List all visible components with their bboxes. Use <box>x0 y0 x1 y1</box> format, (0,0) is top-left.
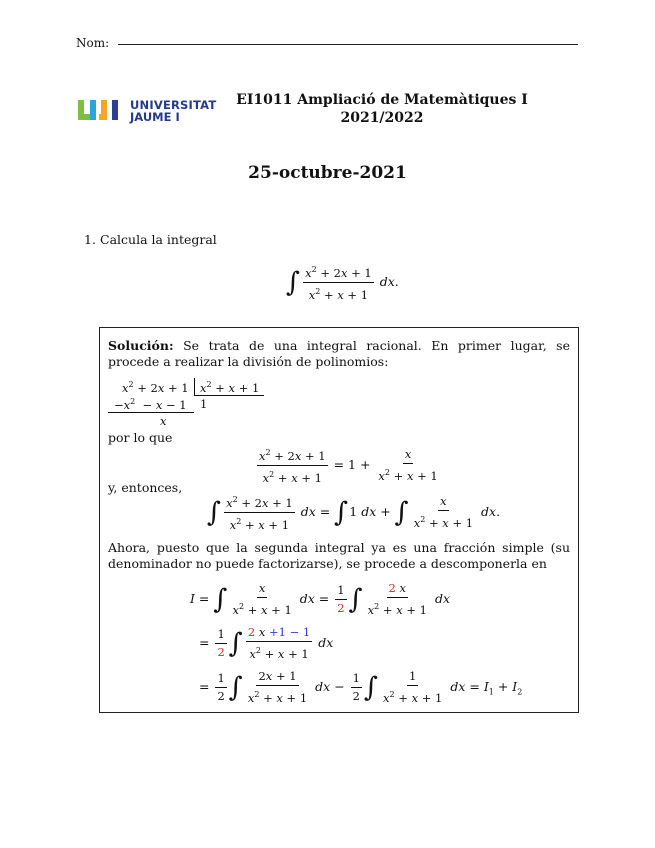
por-lo-que: por lo que <box>108 430 173 445</box>
problem-number: 1. <box>84 232 96 247</box>
solution-title: Solución: <box>108 338 174 353</box>
course-year: 2021/2022 <box>340 110 424 126</box>
problem-statement: Calcula la integral <box>100 232 217 247</box>
solution-intro <box>108 338 570 370</box>
logo-text-2: JAUME I <box>130 110 180 124</box>
decomposition-line-3: = $\frac{1}{2}$ ∫ $\frac{2x + 1}{x^2 + x + 1}$ dx − $\frac{1}{2}$ ∫ $\frac{1}{x^2 + x + 1}$ dx = $I_1 + I_2$ <box>199 669 523 705</box>
divisor-line <box>194 395 264 396</box>
uji-logo-icon <box>78 96 128 124</box>
y-entonces: y, entonces, <box>108 480 183 495</box>
decomposition-line-2: = $\frac{1}{2}$ ∫ $\frac{2 x +1 - 1}{x^2 + x + 1}$ dx <box>199 625 334 661</box>
exam-date: 25-octubre-2021 <box>248 163 407 183</box>
logo-text-1: UNIVERSITAT <box>130 98 217 112</box>
university-logo <box>78 96 218 124</box>
decomposition-line-1: I = ∫ $\frac{x}{x^2 + x + 1}$ dx = $\frac{1}{2}$ ∫ $\frac{2 x}{x^2 + x + 1}$ dx <box>190 581 450 617</box>
solution-intro-text: Se trata de una integral racional. En primer lugar, se procede a realizar la división de polinomios: <box>108 338 570 369</box>
polynomial-division <box>108 378 268 426</box>
problem-integral: ∫ $\frac{x^2 + 2x + 1}{x^2 + x + 1}$ dx. <box>286 262 399 303</box>
division-bar <box>194 378 195 396</box>
divisor: $x^2 + x + 1$ <box>200 380 260 395</box>
subtract-line <box>108 412 194 413</box>
integral-split: ∫ $\frac{x^2 + 2x + 1}{x^2 + x + 1}$ dx = ∫1 dx + ∫ $\frac{x}{x^2 + x + 1}$ dx. <box>207 493 501 532</box>
subtrahend: $-x^2 - x - 1$ <box>114 397 187 412</box>
dividend: $x^2 + 2x + 1$ <box>122 380 189 395</box>
quotient: 1 <box>200 397 208 411</box>
remainder: x <box>160 414 167 428</box>
course-title: EI1011 Ampliació de Matemàtiques I <box>236 92 528 108</box>
name-label: Nom: <box>76 36 110 50</box>
division-result: $\frac{x^2 + 2x + 1}{x^2 + x + 1}$ = 1 + $\frac{x}{x^2 + x + 1}$ <box>259 446 438 485</box>
ahora-text: Ahora, puesto que la segunda integral ya es una fracción simple (su denominador no puede factorizarse), se procede a descomponerla en <box>108 540 570 571</box>
name-line[interactable] <box>118 44 578 45</box>
